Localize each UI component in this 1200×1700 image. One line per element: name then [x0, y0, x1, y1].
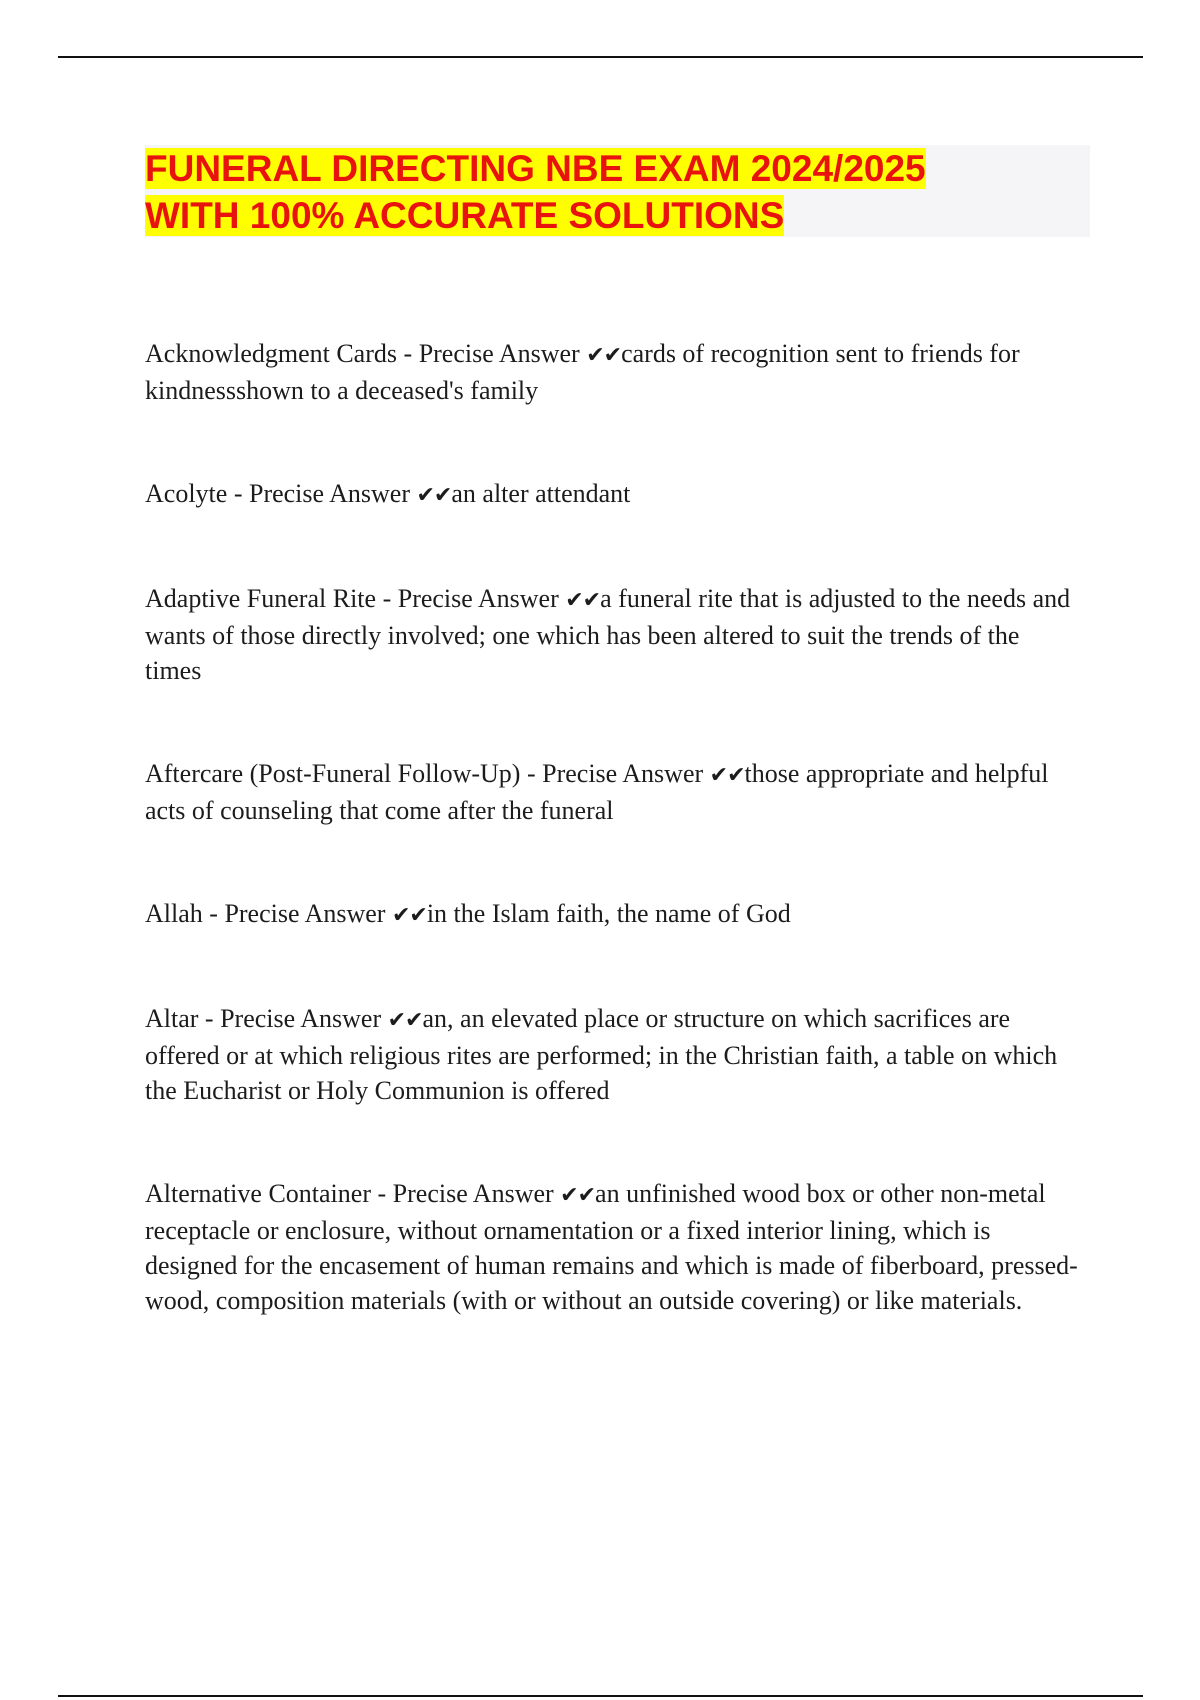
answer-label: Precise Answer — [220, 1004, 382, 1033]
top-divider — [58, 56, 1143, 58]
entry-term: Acolyte — [145, 479, 228, 508]
entry-separator: - — [520, 759, 543, 788]
answer-label: Precise Answer — [542, 759, 704, 788]
entry-term: Allah — [145, 899, 203, 928]
entry-separator: - — [227, 479, 249, 508]
glossary-entry — [145, 1001, 1080, 1108]
double-check-icon: ✔✔ — [387, 1008, 423, 1033]
bottom-divider — [58, 1695, 1143, 1697]
glossary-entry — [145, 1176, 1080, 1318]
entry-term: Alternative Container — [145, 1179, 371, 1208]
entry-definition: an alter attendant — [451, 479, 631, 508]
glossary-entry — [145, 336, 1080, 408]
entry-definition: those appropriate and helpful acts of counseling that come after the funeral — [145, 759, 1049, 825]
entry-definition: in the Islam faith, the name of God — [426, 899, 791, 928]
glossary-list — [145, 336, 1080, 1386]
entry-definition: an unfinished wood box or other non-metal receptacle or enclosure, without ornamentation or a fixed interior lining, which is designed for the encasement of human remains and which is made of fiberboard, pressed-wood, composition materials (with or without an outside covering) or like materials. — [145, 1179, 1078, 1315]
glossary-entry — [145, 896, 1080, 933]
answer-label: Precise Answer — [392, 1179, 554, 1208]
entry-separator: - — [370, 1179, 393, 1208]
double-check-icon: ✔✔ — [391, 903, 427, 928]
answer-label: Precise Answer — [418, 339, 580, 368]
double-check-icon: ✔✔ — [565, 588, 601, 613]
answer-label: Precise Answer — [248, 479, 410, 508]
entry-term: Adaptive Funeral Rite — [145, 584, 377, 613]
glossary-entry — [145, 581, 1080, 688]
entry-separator: - — [198, 1004, 221, 1033]
title-line-1: FUNERAL DIRECTING NBE EXAM 2024/2025 — [145, 148, 926, 189]
double-check-icon: ✔✔ — [560, 1183, 596, 1208]
double-check-icon: ✔✔ — [586, 343, 622, 368]
entry-term: Aftercare (Post-Funeral Follow-Up) — [145, 759, 521, 788]
double-check-icon: ✔✔ — [416, 483, 452, 508]
glossary-entry — [145, 756, 1080, 828]
glossary-entry — [145, 476, 1080, 513]
entry-separator: - — [376, 584, 398, 613]
entry-term: Acknowledgment Cards — [145, 339, 398, 368]
title-block — [145, 145, 1090, 237]
entry-definition: an, an elevated place or structure on which sacrifices are offered or at which religious rites are performed; in the Christian faith, a table on which the Eucharist or Holy Communion is offered — [145, 1004, 1058, 1105]
entry-definition: a funeral rite that is adjusted to the needs and wants of those directly involved; one which has been altered to suit the trends of the times — [145, 584, 1071, 685]
double-check-icon: ✔✔ — [709, 763, 745, 788]
entry-separator: - — [397, 339, 419, 368]
document-title — [145, 145, 1090, 239]
entry-term: Altar — [145, 1004, 199, 1033]
entry-definition: cards of recognition sent to friends for kindnessshown to a deceased's family — [145, 339, 1020, 405]
entry-separator: - — [202, 899, 225, 928]
answer-label: Precise Answer — [224, 899, 386, 928]
title-line-2: WITH 100% ACCURATE SOLUTIONS — [145, 195, 785, 236]
answer-label: Precise Answer — [397, 584, 559, 613]
